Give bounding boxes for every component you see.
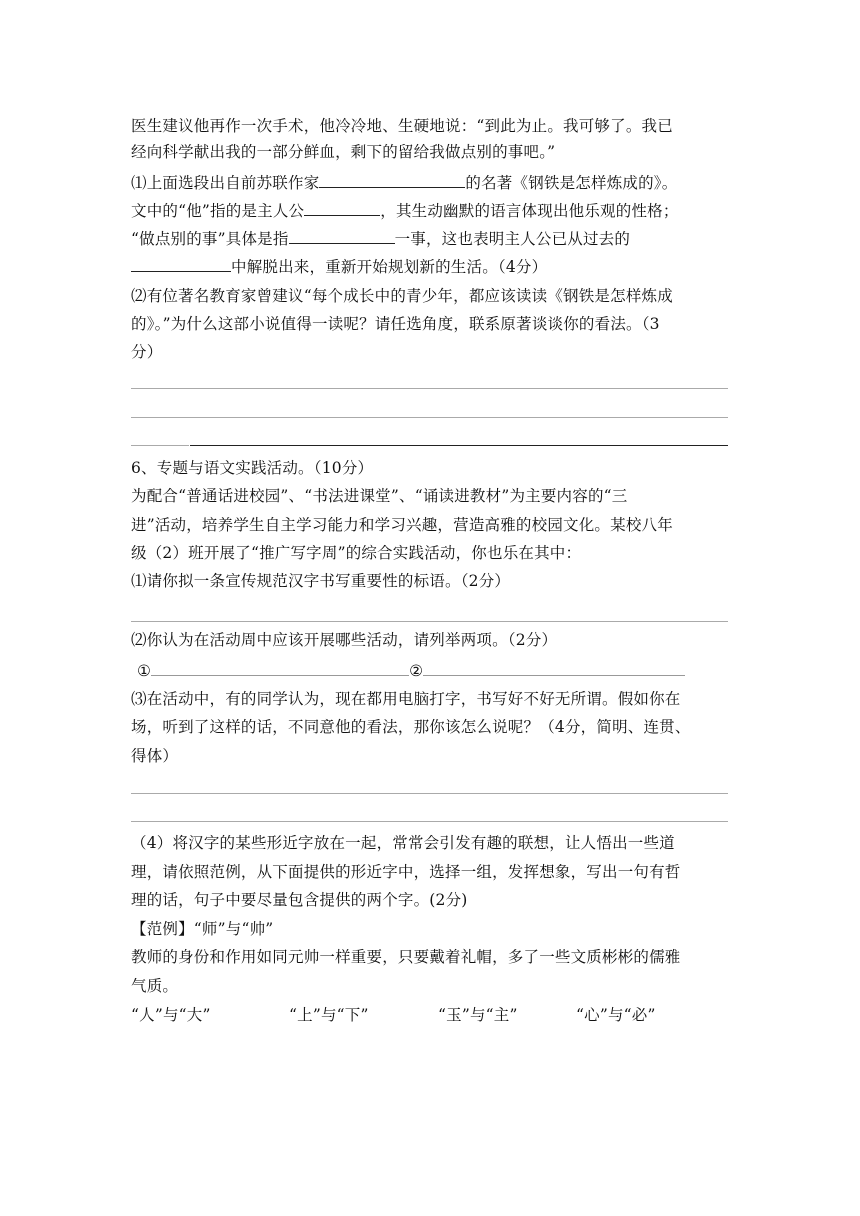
answer-line[interactable]	[131, 793, 728, 794]
activity-marker-1: ①	[137, 662, 152, 680]
question-2-line-1: ⑵有位著名教育家曾建议“每个成长中的青少年，都应该读读《钢铁是怎样炼成	[131, 287, 673, 305]
section-6-intro-line: 进”活动，培养学生自主学习能力和学习兴趣，营造高雅的校园文化。某校八年	[131, 516, 673, 534]
question-1-text: 的名著《钢铁是怎样炼成的》。	[465, 174, 678, 192]
section-6-intro-line: 为配合“普通话进校园”、“书法进课堂”、“诵读进教材”为主要内容的“三	[131, 487, 628, 505]
question-1-text: 中解脱出来，重新开始规划新的生活。（4分）	[231, 258, 548, 276]
answer-line[interactable]	[131, 445, 189, 446]
activity-items	[137, 660, 685, 681]
protagonist-blank[interactable]	[304, 200, 380, 216]
character-pair-2: “上”与“下”	[289, 1006, 369, 1024]
answer-line[interactable]	[131, 388, 728, 389]
question-1-line-4	[131, 256, 547, 277]
event-blank[interactable]	[289, 228, 395, 244]
subquestion-4-line: 理的话，句子中要尽量包含提供的两个字。(2分)	[131, 891, 468, 909]
character-pair-3: “玉”与“主”	[438, 1006, 518, 1024]
passage-line-2: 经向科学献出我的一部分鲜血，剩下的留给我做点别的事吧。”	[131, 143, 556, 161]
section-6-heading: 6、专题与语文实践活动。（10分）	[131, 459, 374, 477]
example-text-line: 教师的身份和作用如同元帅一样重要，只要戴着礼帽，多了一些文质彬彬的儒雅	[131, 948, 681, 966]
section-6-intro-line: 级（2）班开展了“推广写字周”的综合实践活动，你也乐在其中：	[131, 544, 582, 562]
activity-marker-2: ②	[409, 662, 424, 680]
question-2-line-3: 分）	[131, 343, 163, 361]
example-text-line: 气质。	[131, 977, 179, 995]
character-pair-4: “心”与“必”	[576, 1006, 656, 1024]
character-pair-1: “人”与“大”	[131, 1006, 211, 1024]
subquestion-3-line: 得体）	[131, 747, 179, 765]
question-1-text: 文中的“他”指的是主人公	[131, 202, 305, 220]
past-blank[interactable]	[131, 256, 231, 272]
subquestion-4-line: 理，请依照范例，从下面提供的形近字中，选择一组，发挥想象，写出一句有哲	[131, 863, 681, 881]
subquestion-3-line: 场，听到了这样的话，不同意他的看法，那你该怎么说呢？（4分，简明、连贯、	[131, 718, 691, 736]
question-1-text: ⑴上面选段出自前苏联作家	[131, 174, 320, 192]
answer-line[interactable]	[131, 821, 728, 822]
subquestion-2: ⑵你认为在活动周中应该开展哪些活动，请列举两项。（2分）	[131, 631, 558, 649]
answer-line[interactable]	[190, 445, 728, 446]
question-2-line-2: 的》。”为什么这部小说值得一读呢？请任选角度，联系原著谈谈你的看法。（3	[131, 315, 660, 333]
activity-blank-1[interactable]	[151, 660, 409, 676]
subquestion-3-line: ⑶在活动中，有的同学认为，现在都用电脑打字，书写好不好无所谓。假如你在	[131, 690, 681, 708]
answer-line[interactable]	[131, 417, 728, 418]
question-1-text: “做点别的事”具体是指	[131, 230, 289, 248]
passage-line-1: 医生建议他再作一次手术，他冷冷地、生硬地说：“到此为止。我可够了。我已	[131, 117, 673, 135]
slogan-answer-line[interactable]	[131, 621, 728, 622]
subquestion-1: ⑴请你拟一条宣传规范汉字书写重要性的标语。（2分）	[131, 572, 511, 590]
question-1-line-2	[131, 200, 679, 221]
question-1-text: ，其生动幽默的语言体现出他乐观的性格；	[380, 202, 679, 220]
author-blank[interactable]	[319, 172, 465, 188]
example-label: 【范例】“师”与“帅”	[131, 920, 274, 938]
activity-blank-2[interactable]	[423, 660, 685, 676]
question-1-line-3	[131, 228, 630, 249]
subquestion-4-line: （4）将汉字的某些形近字放在一起，常常会引发有趣的联想，让人悟出一些道	[131, 834, 675, 852]
question-1-line-1	[131, 172, 677, 193]
question-1-text: 一事，这也表明主人公已从过去的	[394, 230, 631, 248]
